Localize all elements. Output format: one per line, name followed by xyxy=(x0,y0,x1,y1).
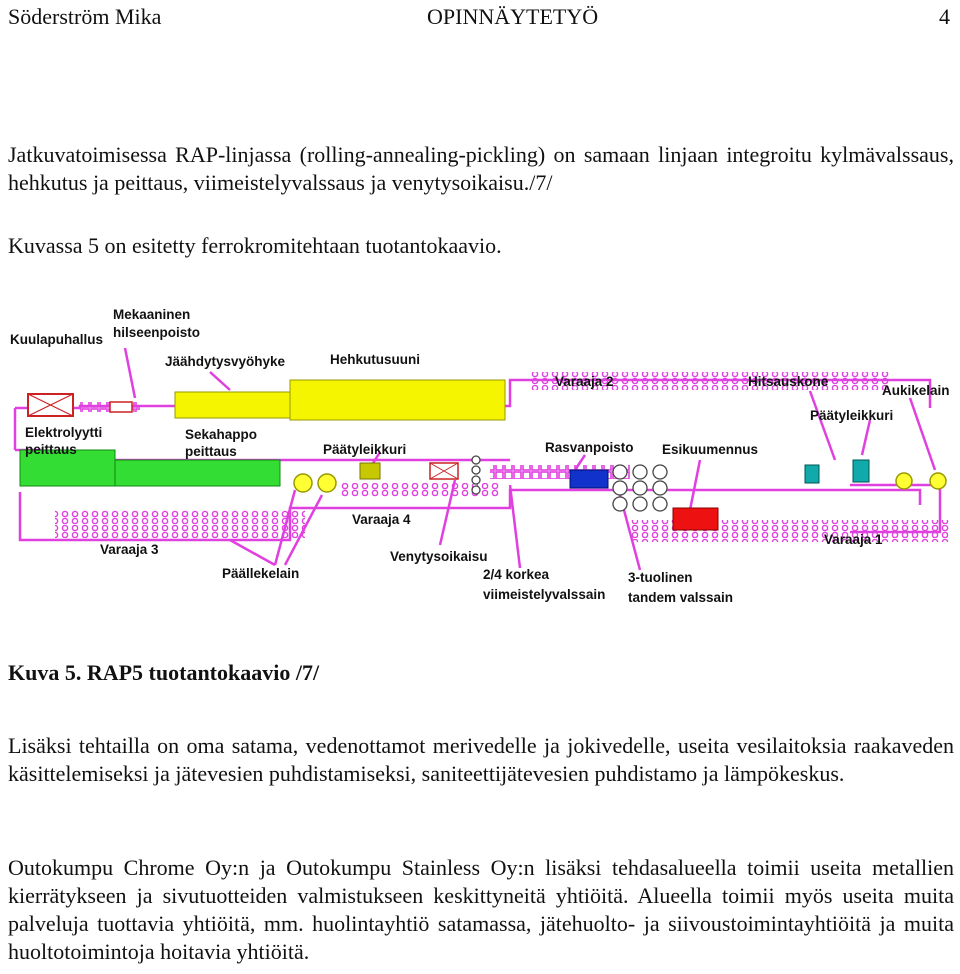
label-aukikelain: Aukikelain xyxy=(882,383,950,398)
label-hehkutusuuni: Hehkutusuuni xyxy=(330,352,420,367)
rasvanpoisto-box xyxy=(570,470,608,488)
label-viimeistely-2: viimeistelyvalssain xyxy=(483,587,606,602)
figure-reference-paragraph: Kuvassa 5 on esitetty ferrokromitehtaan tuotantokaavio. xyxy=(8,233,502,258)
sekahappo-peittaus-box xyxy=(115,460,280,486)
label-varaaja-3: Varaaja 3 xyxy=(100,542,159,557)
esikuumennus-box xyxy=(673,508,718,530)
label-paallekelain: Päällekelain xyxy=(222,566,300,581)
production-flow-diagram xyxy=(0,300,960,618)
paallekelain-coil-1 xyxy=(294,474,312,492)
arrow-paatyleikkuri-right xyxy=(862,420,870,455)
header-document-type: OPINNÄYTETYÖ xyxy=(427,4,599,29)
label-sekahappo-1: Sekahappo xyxy=(185,427,258,442)
label-elektrolyytti-1: Elektrolyytti xyxy=(25,425,103,440)
jaahdytysvyohyke-box xyxy=(175,392,290,418)
label-tandem-1: 3-tuolinen xyxy=(628,570,693,585)
label-elektrolyytti-2: peittaus xyxy=(25,442,77,457)
label-varaaja-2: Varaaja 2 xyxy=(555,374,614,389)
label-kuulapuhallus: Kuulapuhallus xyxy=(10,332,104,347)
aukikelain-coil-1 xyxy=(896,473,912,489)
arrow-viimeistely xyxy=(510,485,520,568)
label-varaaja-4: Varaaja 4 xyxy=(352,512,411,527)
paallekelain-coil-2 xyxy=(318,474,336,492)
viimeistelyvalssain-rolls xyxy=(472,456,480,494)
strip-chain-right xyxy=(490,465,630,479)
label-mekaaninen-1: Mekaaninen xyxy=(113,307,191,322)
varaaja-3-accumulator xyxy=(55,510,305,538)
label-sekahappo-2: peittaus xyxy=(185,444,237,459)
label-jaahdytysvyohyke: Jäähdytysvyöhyke xyxy=(165,354,286,369)
arrow-paallekelain-3 xyxy=(230,540,275,565)
label-hitsauskone: Hitsauskone xyxy=(748,374,829,389)
label-esikuumennus: Esikuumennus xyxy=(662,442,759,457)
label-paatyleikkuri-mid: Päätyleikkuri xyxy=(323,442,407,457)
hitsauskone-box xyxy=(805,465,819,483)
label-paatyleikkuri-right: Päätyleikkuri xyxy=(810,408,894,423)
intro-paragraph: Jatkuvatoimisessa RAP-linjassa (rolling-annealing-pickling) on samaan linjaan integroitu kylmävalssaus, hehkutus ja peittaus, viimeistelyvalssaus ja venytysoikaisu./7/ xyxy=(8,142,954,195)
mekaaninen-hilseenpoisto-box xyxy=(110,402,132,412)
arrow-esikuumennus xyxy=(690,460,700,510)
tandem-valssain-rolls xyxy=(613,465,667,511)
hehkutusuuni-box xyxy=(290,380,505,420)
label-tandem-2: tandem valssain xyxy=(628,590,734,605)
label-varaaja-1: Varaaja 1 xyxy=(824,532,883,547)
paatyleikkuri-mid-box xyxy=(360,463,380,479)
label-viimeistely-1: 2/4 korkea xyxy=(483,567,550,582)
label-venytysoikaisu: Venytysoikaisu xyxy=(390,549,488,564)
arrow-hitsauskone xyxy=(810,391,835,460)
body-paragraph-companies: Outokumpu Chrome Oy:n ja Outokumpu Stainless Oy:n lisäksi tehdasalueella toimii useita metallien kierrätykseen ja sivutuotteiden valmistukseen keskittyneitä yhtiöitä. Alueella toimii myös useita muita palveluja tuottavia yhtiöitä, mm. huolintayhtiö satamassa, jätehuolto- ja siivoustoimintayhtiöitä ja muita huoltotoimintoja hoitavia yhtiöitä. xyxy=(8,855,954,964)
arrow-mekaaninen xyxy=(125,348,135,398)
body-paragraph-facilities: Lisäksi tehtailla on oma satama, vedenottamot merivedelle ja jokivedelle, useita vesilaitoksia raakaveden käsittelemiseksi ja jätevesien puhdistamiseksi, saniteettijätevesien puhdistamo ja lämpökeskus. xyxy=(8,733,954,786)
header-author: Söderström Mika xyxy=(8,4,162,29)
label-rasvanpoisto: Rasvanpoisto xyxy=(545,440,634,455)
arrow-jaahdytys xyxy=(210,372,230,390)
label-mekaaninen-2: hilseenpoisto xyxy=(113,325,201,340)
arrow-aukikelain xyxy=(910,398,935,470)
header-page-number: 4 xyxy=(939,4,950,29)
paatyleikkuri-right-box xyxy=(853,460,869,482)
aukikelain-coil-2 xyxy=(930,473,946,489)
figure-caption: Kuva 5. RAP5 tuotantokaavio /7/ xyxy=(8,660,320,685)
